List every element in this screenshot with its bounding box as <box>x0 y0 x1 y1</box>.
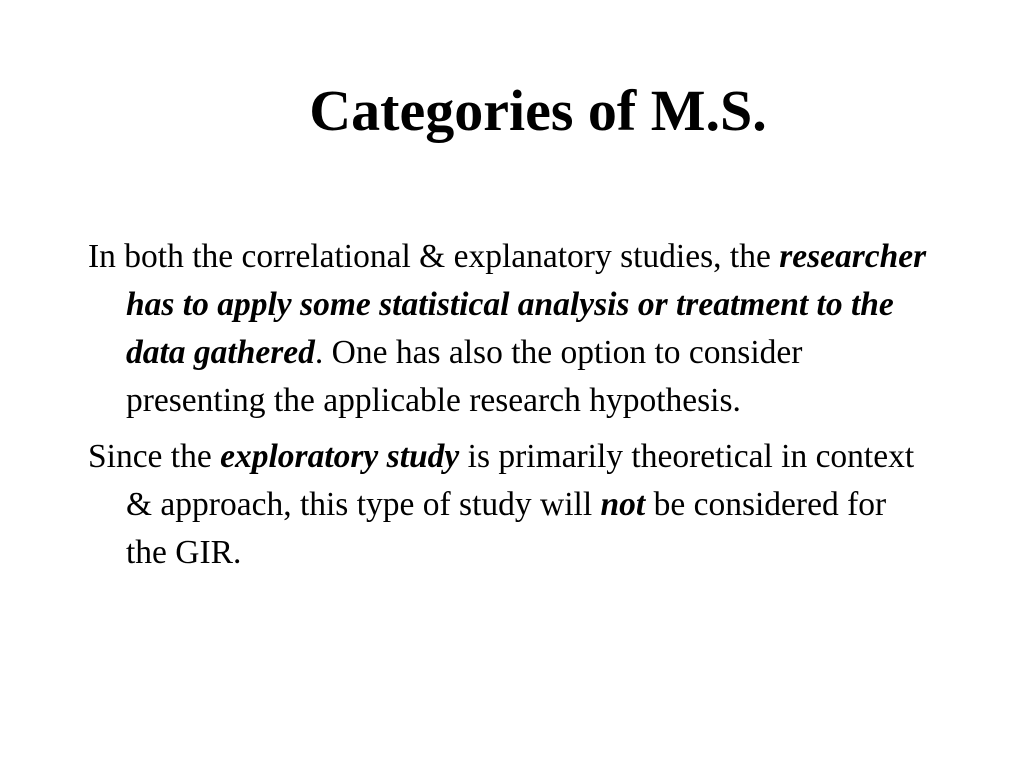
paragraph-text: Since the <box>88 438 221 475</box>
emphasized-text: not <box>600 486 646 523</box>
paragraph-exploratory-study <box>88 433 928 577</box>
slide-body <box>88 233 928 577</box>
paragraph-text: is primarily theoretical in context & approach, this type of study will <box>126 438 915 523</box>
paragraph-correlational-explanatory <box>88 233 928 425</box>
paragraph-text: In both the correlational & explanatory studies, the <box>88 238 780 275</box>
emphasized-text: researcher has to apply some statistical analysis or treatment to the data gathered <box>126 238 927 371</box>
paragraph-text: . One has also the option to consider presenting the applicable research hypothesis. <box>126 334 803 419</box>
paragraph-text: be considered for the GIR. <box>126 486 887 571</box>
slide-title: Categories of M.S. <box>309 78 767 143</box>
emphasized-text: exploratory study <box>220 438 460 475</box>
